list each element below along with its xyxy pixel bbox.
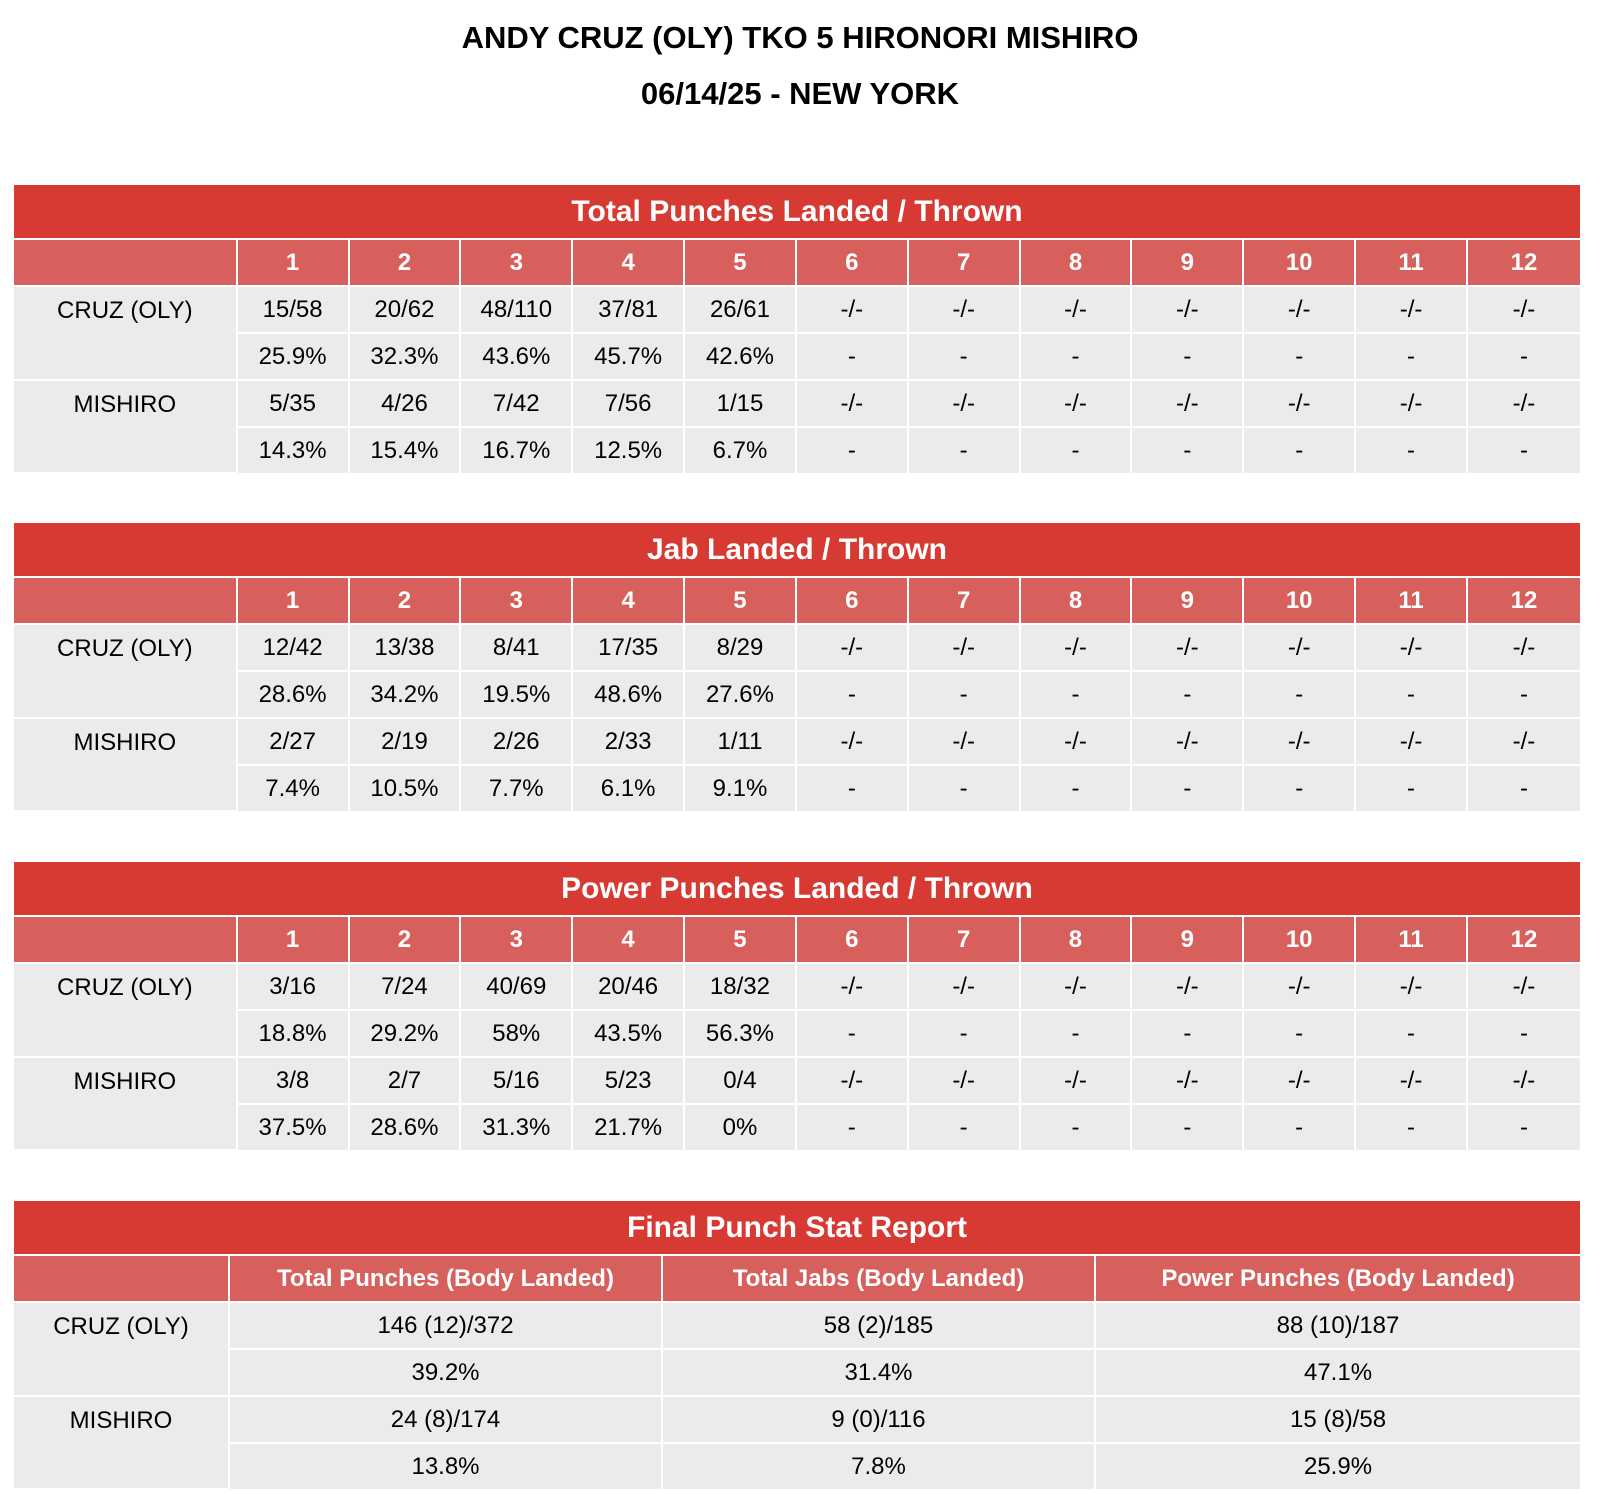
percentage-cell: -	[1020, 1010, 1132, 1057]
round-header: 3	[460, 916, 572, 963]
percentage-cell: -	[1467, 765, 1580, 811]
table-row	[14, 1396, 1580, 1443]
percentage-cell: -	[1467, 1104, 1580, 1150]
landed-thrown-cell: 2/19	[349, 718, 461, 765]
landed-thrown-cell: -/-	[796, 718, 908, 765]
landed-thrown-cell: -/-	[1131, 1057, 1243, 1104]
landed-thrown-cell: 20/46	[572, 963, 684, 1010]
round-header: 4	[572, 239, 684, 286]
power-punches-table	[14, 862, 1580, 1151]
stat-percentage: 31.4%	[662, 1349, 1095, 1396]
percentage-cell: -	[1467, 427, 1580, 473]
landed-thrown-cell: -/-	[1355, 1057, 1467, 1104]
stat-percentage: 13.8%	[229, 1443, 662, 1489]
landed-thrown-cell: -/-	[1243, 963, 1355, 1010]
landed-thrown-cell: -/-	[1020, 963, 1132, 1010]
round-header: 5	[684, 577, 796, 624]
landed-thrown-cell: 5/16	[460, 1057, 572, 1104]
landed-thrown-cell: 5/35	[237, 380, 349, 427]
fight-date-location: 06/14/25 - NEW YORK	[640, 76, 960, 111]
landed-thrown-cell: -/-	[1467, 1057, 1580, 1104]
round-header: 10	[1243, 916, 1355, 963]
header-blank	[14, 1255, 229, 1302]
round-header: 5	[684, 916, 796, 963]
round-header: 3	[460, 239, 572, 286]
landed-thrown-cell: -/-	[796, 286, 908, 333]
table-row	[14, 1302, 1580, 1349]
landed-thrown-cell: -/-	[1131, 963, 1243, 1010]
section-title: Power Punches Landed / Thrown	[14, 862, 1580, 916]
col-total-punches: Total Punches (Body Landed)	[229, 1255, 662, 1302]
round-header: 1	[237, 577, 349, 624]
landed-thrown-cell: 40/69	[460, 963, 572, 1010]
table-row	[14, 1057, 1580, 1104]
fighter-name: CRUZ (OLY)	[14, 624, 237, 718]
jabs-table	[14, 523, 1580, 812]
round-header: 8	[1020, 916, 1132, 963]
round-header: 7	[908, 577, 1020, 624]
round-header: 9	[1131, 239, 1243, 286]
table-row	[14, 333, 1580, 380]
landed-thrown-cell: -/-	[1467, 963, 1580, 1010]
round-header: 6	[796, 577, 908, 624]
stat-value: 146 (12)/372	[229, 1302, 662, 1349]
landed-thrown-cell: 8/29	[684, 624, 796, 671]
landed-thrown-cell: 5/23	[572, 1057, 684, 1104]
fighter-name: CRUZ (OLY)	[14, 1302, 229, 1396]
landed-thrown-cell: 20/62	[349, 286, 461, 333]
percentage-cell: 18.8%	[237, 1010, 349, 1057]
landed-thrown-cell: 7/24	[349, 963, 461, 1010]
landed-thrown-cell: -/-	[908, 1057, 1020, 1104]
percentage-cell: -	[1020, 427, 1132, 473]
section-jabs	[14, 523, 1580, 812]
percentage-cell: 48.6%	[572, 671, 684, 718]
percentage-cell: 43.6%	[460, 333, 572, 380]
percentage-cell: -	[1355, 427, 1467, 473]
table-row	[14, 427, 1580, 473]
stat-percentage: 39.2%	[229, 1349, 662, 1396]
table-row	[14, 718, 1580, 765]
landed-thrown-cell: -/-	[1131, 718, 1243, 765]
percentage-cell: 6.7%	[684, 427, 796, 473]
landed-thrown-cell: -/-	[1131, 380, 1243, 427]
section-power-punches	[14, 862, 1580, 1151]
round-header: 9	[1131, 577, 1243, 624]
round-header: 1	[237, 239, 349, 286]
landed-thrown-cell: 1/11	[684, 718, 796, 765]
percentage-cell: -	[1467, 1010, 1580, 1057]
percentage-cell: 14.3%	[237, 427, 349, 473]
percentage-cell: -	[908, 427, 1020, 473]
fighter-name: CRUZ (OLY)	[14, 286, 237, 380]
percentage-cell: 32.3%	[349, 333, 461, 380]
round-header: 11	[1355, 239, 1467, 286]
percentage-cell: 10.5%	[349, 765, 461, 811]
landed-thrown-cell: 37/81	[572, 286, 684, 333]
landed-thrown-cell: 8/41	[460, 624, 572, 671]
round-header: 6	[796, 916, 908, 963]
col-power-punches: Power Punches (Body Landed)	[1095, 1255, 1580, 1302]
landed-thrown-cell: -/-	[796, 963, 908, 1010]
round-header: 4	[572, 577, 684, 624]
percentage-cell: 15.4%	[349, 427, 461, 473]
landed-thrown-cell: 3/16	[237, 963, 349, 1010]
percentage-cell: -	[1355, 671, 1467, 718]
stat-percentage: 7.8%	[662, 1443, 1095, 1489]
landed-thrown-cell: -/-	[1243, 286, 1355, 333]
percentage-cell: -	[1243, 427, 1355, 473]
landed-thrown-cell: -/-	[796, 380, 908, 427]
percentage-cell: 27.6%	[684, 671, 796, 718]
stat-value: 88 (10)/187	[1095, 1302, 1580, 1349]
fighter-name: MISHIRO	[14, 380, 237, 473]
percentage-cell: -	[796, 1104, 908, 1150]
landed-thrown-cell: -/-	[1020, 624, 1132, 671]
stat-value: 24 (8)/174	[229, 1396, 662, 1443]
section-title: Total Punches Landed / Thrown	[14, 185, 1580, 239]
table-row	[14, 765, 1580, 811]
percentage-cell: 12.5%	[572, 427, 684, 473]
percentage-cell: 28.6%	[349, 1104, 461, 1150]
landed-thrown-cell: -/-	[1467, 718, 1580, 765]
percentage-cell: 29.2%	[349, 1010, 461, 1057]
table-row	[14, 1349, 1580, 1396]
landed-thrown-cell: -/-	[796, 624, 908, 671]
table-row	[14, 380, 1580, 427]
round-header: 3	[460, 577, 572, 624]
percentage-cell: 7.7%	[460, 765, 572, 811]
landed-thrown-cell: -/-	[1355, 624, 1467, 671]
percentage-cell: -	[796, 765, 908, 811]
round-header: 5	[684, 239, 796, 286]
percentage-cell: -	[1020, 1104, 1132, 1150]
round-header: 8	[1020, 239, 1132, 286]
landed-thrown-cell: 18/32	[684, 963, 796, 1010]
landed-thrown-cell: -/-	[908, 380, 1020, 427]
percentage-cell: 28.6%	[237, 671, 349, 718]
final-report-title: Final Punch Stat Report	[14, 1201, 1580, 1255]
percentage-cell: 58%	[460, 1010, 572, 1057]
landed-thrown-cell: 17/35	[572, 624, 684, 671]
percentage-cell: -	[1020, 671, 1132, 718]
stat-percentage: 47.1%	[1095, 1349, 1580, 1396]
landed-thrown-cell: -/-	[1020, 718, 1132, 765]
table-row	[14, 286, 1580, 333]
percentage-cell: -	[1131, 1104, 1243, 1150]
landed-thrown-cell: 26/61	[684, 286, 796, 333]
table-row	[14, 1010, 1580, 1057]
landed-thrown-cell: 2/7	[349, 1057, 461, 1104]
percentage-cell: 43.5%	[572, 1010, 684, 1057]
round-header: 2	[349, 239, 461, 286]
stat-value: 15 (8)/58	[1095, 1396, 1580, 1443]
percentage-cell: -	[1243, 1010, 1355, 1057]
landed-thrown-cell: 7/42	[460, 380, 572, 427]
landed-thrown-cell: -/-	[1243, 1057, 1355, 1104]
percentage-cell: 34.2%	[349, 671, 461, 718]
percentage-cell: 6.1%	[572, 765, 684, 811]
round-header: 4	[572, 916, 684, 963]
total-punches-table	[14, 185, 1580, 474]
percentage-cell: -	[1020, 333, 1132, 380]
round-header: 9	[1131, 916, 1243, 963]
percentage-cell: 9.1%	[684, 765, 796, 811]
header-blank	[14, 916, 237, 963]
landed-thrown-cell: -/-	[1243, 380, 1355, 427]
stat-value: 9 (0)/116	[662, 1396, 1095, 1443]
percentage-cell: 19.5%	[460, 671, 572, 718]
round-header: 1	[237, 916, 349, 963]
landed-thrown-cell: 4/26	[349, 380, 461, 427]
round-header: 11	[1355, 577, 1467, 624]
percentage-cell: -	[1243, 765, 1355, 811]
percentage-cell: -	[796, 671, 908, 718]
landed-thrown-cell: -/-	[1355, 380, 1467, 427]
round-header: 12	[1467, 239, 1580, 286]
section-title: Jab Landed / Thrown	[14, 523, 1580, 577]
fighter-name: MISHIRO	[14, 1057, 237, 1150]
percentage-cell: -	[1131, 333, 1243, 380]
percentage-cell: 21.7%	[572, 1104, 684, 1150]
percentage-cell: -	[796, 427, 908, 473]
percentage-cell: 0%	[684, 1104, 796, 1150]
fighter-name: CRUZ (OLY)	[14, 963, 237, 1057]
round-header: 2	[349, 916, 461, 963]
landed-thrown-cell: 13/38	[349, 624, 461, 671]
round-header: 7	[908, 239, 1020, 286]
landed-thrown-cell: -/-	[908, 286, 1020, 333]
round-header: 12	[1467, 577, 1580, 624]
table-row	[14, 963, 1580, 1010]
round-header: 7	[908, 916, 1020, 963]
landed-thrown-cell: 15/58	[237, 286, 349, 333]
percentage-cell: -	[1131, 765, 1243, 811]
percentage-cell: -	[1467, 333, 1580, 380]
percentage-cell: -	[1131, 671, 1243, 718]
round-header: 8	[1020, 577, 1132, 624]
percentage-cell: 37.5%	[237, 1104, 349, 1150]
percentage-cell: 7.4%	[237, 765, 349, 811]
landed-thrown-cell: -/-	[1355, 963, 1467, 1010]
percentage-cell: -	[908, 333, 1020, 380]
fighter-name: MISHIRO	[14, 718, 237, 811]
percentage-cell: -	[796, 1010, 908, 1057]
landed-thrown-cell: -/-	[1131, 286, 1243, 333]
percentage-cell: 25.9%	[237, 333, 349, 380]
percentage-cell: -	[908, 1010, 1020, 1057]
section-total-punches	[14, 185, 1580, 474]
table-row	[14, 1443, 1580, 1489]
landed-thrown-cell: 2/27	[237, 718, 349, 765]
landed-thrown-cell: -/-	[1243, 718, 1355, 765]
landed-thrown-cell: -/-	[1020, 380, 1132, 427]
percentage-cell: 16.7%	[460, 427, 572, 473]
round-header: 12	[1467, 916, 1580, 963]
landed-thrown-cell: 1/15	[684, 380, 796, 427]
percentage-cell: -	[908, 765, 1020, 811]
landed-thrown-cell: -/-	[1020, 1057, 1132, 1104]
percentage-cell: -	[908, 1104, 1020, 1150]
percentage-cell: -	[1355, 765, 1467, 811]
round-header: 2	[349, 577, 461, 624]
landed-thrown-cell: 12/42	[237, 624, 349, 671]
percentage-cell: -	[1355, 1104, 1467, 1150]
round-header: 11	[1355, 916, 1467, 963]
landed-thrown-cell: -/-	[908, 718, 1020, 765]
table-row	[14, 624, 1580, 671]
landed-thrown-cell: 0/4	[684, 1057, 796, 1104]
landed-thrown-cell: -/-	[908, 624, 1020, 671]
percentage-cell: 45.7%	[572, 333, 684, 380]
percentage-cell: -	[1355, 333, 1467, 380]
percentage-cell: 31.3%	[460, 1104, 572, 1150]
table-row	[14, 671, 1580, 718]
percentage-cell: -	[1467, 671, 1580, 718]
round-header: 10	[1243, 577, 1355, 624]
percentage-cell: -	[1131, 1010, 1243, 1057]
landed-thrown-cell: -/-	[1020, 286, 1132, 333]
percentage-cell: -	[796, 333, 908, 380]
landed-thrown-cell: -/-	[1355, 286, 1467, 333]
landed-thrown-cell: -/-	[1355, 718, 1467, 765]
percentage-cell: -	[1355, 1010, 1467, 1057]
round-header: 6	[796, 239, 908, 286]
landed-thrown-cell: -/-	[1467, 286, 1580, 333]
header-blank	[14, 577, 237, 624]
percentage-cell: -	[908, 671, 1020, 718]
landed-thrown-cell: 48/110	[460, 286, 572, 333]
col-total-jabs: Total Jabs (Body Landed)	[662, 1255, 1095, 1302]
table-row	[14, 1104, 1580, 1150]
landed-thrown-cell: -/-	[1467, 624, 1580, 671]
header-blank	[14, 239, 237, 286]
landed-thrown-cell: 2/26	[460, 718, 572, 765]
percentage-cell: 42.6%	[684, 333, 796, 380]
percentage-cell: -	[1243, 333, 1355, 380]
landed-thrown-cell: -/-	[1467, 380, 1580, 427]
landed-thrown-cell: -/-	[908, 963, 1020, 1010]
landed-thrown-cell: 3/8	[237, 1057, 349, 1104]
landed-thrown-cell: 2/33	[572, 718, 684, 765]
landed-thrown-cell: -/-	[1131, 624, 1243, 671]
percentage-cell: -	[1243, 671, 1355, 718]
fight-title: ANDY CRUZ (OLY) TKO 5 HIRONORI MISHIRO	[461, 20, 1139, 55]
landed-thrown-cell: 7/56	[572, 380, 684, 427]
stat-percentage: 25.9%	[1095, 1443, 1580, 1489]
landed-thrown-cell: -/-	[796, 1057, 908, 1104]
percentage-cell: -	[1020, 765, 1132, 811]
stat-value: 58 (2)/185	[662, 1302, 1095, 1349]
fighter-name: MISHIRO	[14, 1396, 229, 1489]
round-header: 10	[1243, 239, 1355, 286]
final-report-table	[14, 1201, 1580, 1490]
percentage-cell: -	[1131, 427, 1243, 473]
section-final-report	[14, 1201, 1580, 1490]
percentage-cell: -	[1243, 1104, 1355, 1150]
percentage-cell: 56.3%	[684, 1010, 796, 1057]
landed-thrown-cell: -/-	[1243, 624, 1355, 671]
